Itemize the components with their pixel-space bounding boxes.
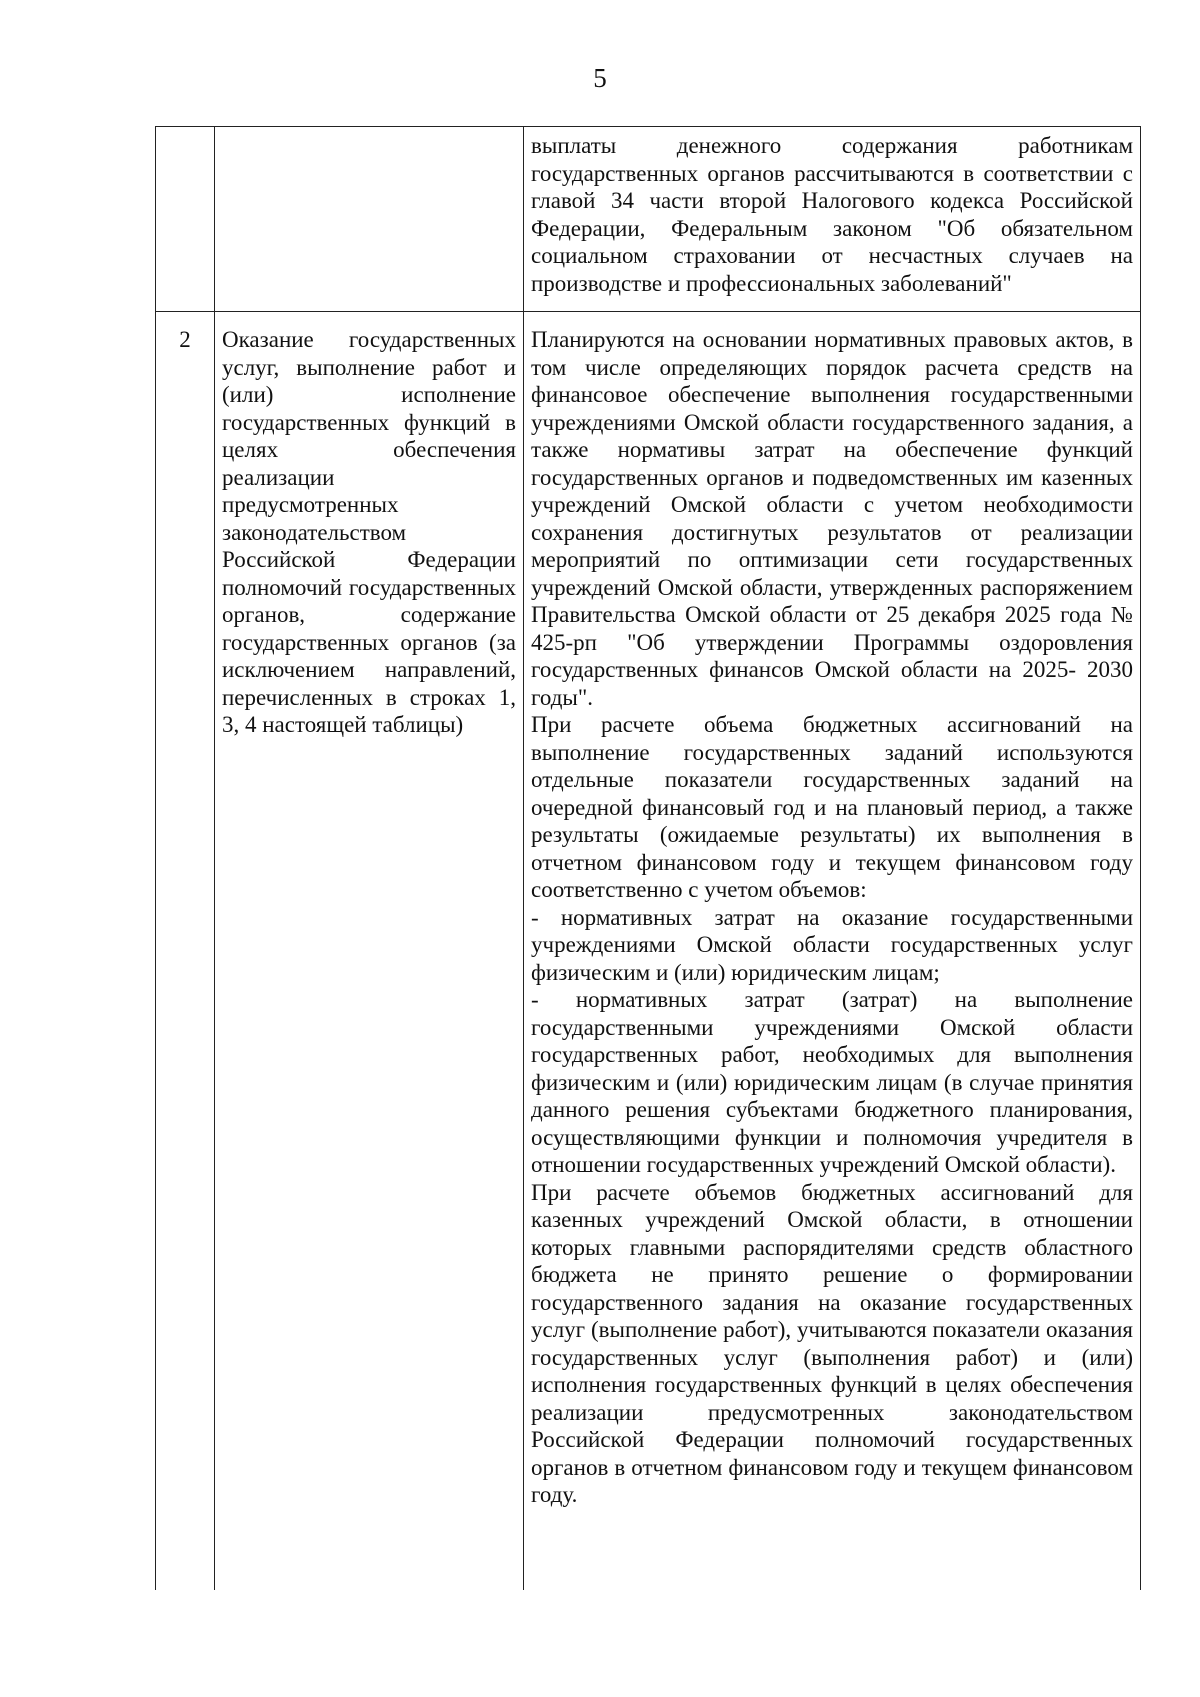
row-name-cell (215, 312, 524, 1591)
row-description-cell (524, 127, 1141, 312)
row-description-cell (524, 312, 1141, 1591)
description-paragraph: - нормативных затрат на оказание государственными учреждениями Омской области государственных услуг физическим и (или) юридическим лицам; (531, 904, 1133, 985)
row-number (156, 127, 214, 140)
row-number: 2 (179, 327, 191, 352)
row-name-cell (215, 127, 524, 312)
row-number-cell (156, 312, 215, 1591)
row-number-cell (156, 127, 215, 312)
row-name: Оказание государственных услуг, выполнение работ и (или) исполнение государственных функций в целях обеспечения реализации предусмотренных законодательством Российской Федерации полномочий государственных органов, содержание государственных органов (за исключением направлений, перечисленных в строках 1, 3, 4 настоящей таблицы) (222, 327, 516, 737)
description-paragraph: выплаты денежного содержания работникам государственных органов рассчитываются в соответствии с главой 34 части второй Налогового кодекса Российской Федерации, Федеральным законом "Об обязательном социальном страховании от несчастных случаев на производстве и профессиональных заболеваний" (531, 133, 1133, 296)
table-row (156, 127, 1141, 312)
description-paragraph: При расчете объема бюджетных ассигнований на выполнение государственных заданий используются отдельные показатели государственных заданий на очередной финансовый год и на плановый период, а также результаты (ожидаемые результаты) их выполнения в отчетном финансовом году и текущем финансовом году соответственно с учетом объемов: (531, 712, 1133, 902)
description-paragraph: Планируются на основании нормативных правовых актов, в том числе определяющих порядок расчета средств на финансовое обеспечение выполнения государственными учреждениями Омской области государственного задания, а также нормативы затрат на обеспечение функций государственных органов и подведомственных им казенных учреждений Омской области с учетом необходимости сохранения достигнутых результатов от реализации мероприятий по оптимизации сети государственных учреждений Омской области, утвержденных распоряжением Правительства Омской области от 25 декабря 2025 года № 425-рп "Об утверждении Программы оздоровления государственных финансов Омской области на 2025- 2030 годы". (531, 327, 1133, 710)
budget-table (155, 126, 1141, 1590)
description-paragraph: При расчете объемов бюджетных ассигнований для казенных учреждений Омской области, в отношении которых главными распорядителями средств областного бюджета не принято решение о формировании государственного задания на оказание государственных услуг (выполнение работ), учитываются показатели оказания государственных услуг (выполнения работ) и (или) исполнения государственных функций в целях обеспечения реализации предусмотренных законодательством Российской Федерации полномочий государственных органов в отчетном финансовом году и текущем финансовом году. (531, 1179, 1133, 1507)
description-paragraph: - нормативных затрат (затрат) на выполнение государственными учреждениями Омской области государственных работ, необходимых для выполнения физическим и (или) юридическим лицам (в случае принятия данного решения субъектами бюджетного планирования, осуществляющими функции и полномочия учредителя в отношении государственных учреждений Омской области). (531, 987, 1133, 1177)
page-number: 5 (593, 63, 607, 93)
table-row (156, 312, 1141, 1591)
